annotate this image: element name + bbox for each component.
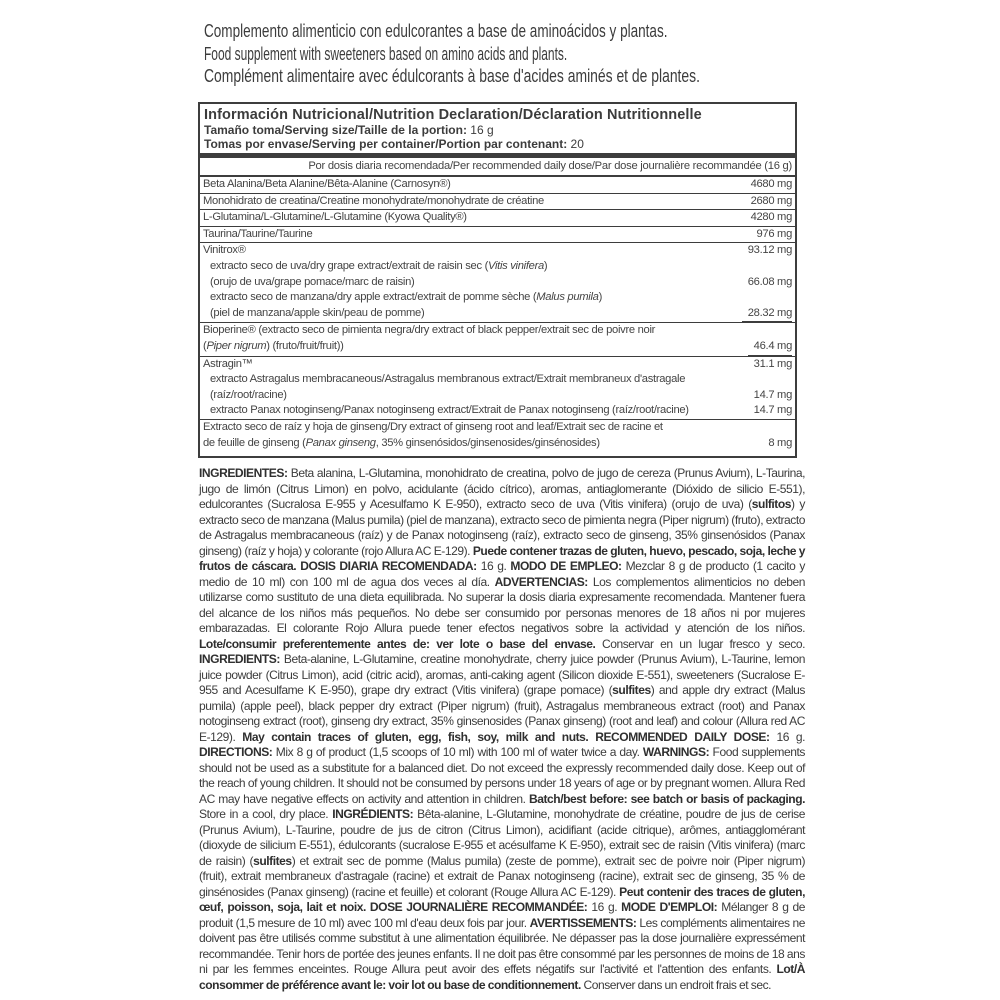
nutrient-name: Vinitrox® — [203, 244, 246, 257]
serving-size — [204, 123, 791, 137]
nutrient-line — [200, 388, 795, 404]
ingredients-segment: Los complementos alimenticios no deben utilizarse como sustituto de una dieta equilibrada. No superar la dosis diaria expresamente recomendada. Mantener fuera del alcance de los niños más pequeños. No debe ser consumido por personas menores de 18 años ni por mujeres embarazadas. El colorante Rojo Allura puede tener efectos negativos sobre la actividad y atención de los niños. — [199, 574, 805, 635]
nutrient-amount: 46.4 mg — [748, 339, 792, 356]
nutrient-amount: 976 mg — [756, 227, 792, 240]
description-french: Complément alimentaire avec édulcorants à base d'acides aminés et de plantes. — [204, 65, 700, 86]
ingredients-bold-segment: Lote/consumir preferentemente antes de: ver lote o base del envase. — [199, 636, 596, 651]
ingredients-bold-segment: Lot/À consommer de préférence avant le: voir lot ou base de conditionnement. — [199, 962, 805, 992]
nutrition-panel — [198, 102, 797, 458]
nutrient-line — [200, 323, 795, 339]
ingredients-segment: Conservar en un lugar fresco y seco. — [595, 636, 805, 651]
nutrient-row — [200, 209, 795, 226]
nutrient-name: de feuille de ginseng (Panax ginseng, 35% ginsenósidos/ginsenosides/ginsénosides) — [203, 436, 600, 449]
nutrient-rows — [200, 177, 795, 451]
nutrition-panel-title: Información Nutricional/Nutrition Declaration/Déclaration Nutritionnelle — [204, 107, 702, 123]
nutrient-line — [200, 243, 795, 259]
ingredients-bold-segment: INGREDIENTES: — [199, 466, 288, 480]
ingredients-bold-segment: Batch/best before: see batch or basis of packaging. — [528, 791, 805, 806]
nutrient-name: L-Glutamina/L-Glutamine/L-Glutamine (Kyowa Quality®) — [203, 211, 467, 224]
nutrient-amount: 31.1 mg — [753, 357, 792, 370]
nutrient-line — [200, 227, 795, 243]
ingredients-segment: Store in a cool, dry place. — [199, 807, 333, 821]
ingredients-segment: Les compléments alimentaires ne doivent pas être utilisés comme substitut à une alimentation équilibrée. Ne dépasser pas la dose journalière expressément recommandée. Tenir hors de portée des jeunes enfants. Il ne doit pas être consommé par les personnes de moins de 18 ans ni par les femmes enceintes. Rouge Allura peut avoir des effets négatifs sur l'activité et l'attention des enfants. — [199, 915, 805, 976]
nutrient-amount: 2680 mg — [750, 194, 792, 207]
ingredients-segment: 16 g. — [769, 729, 805, 744]
ingredients-segment: Food supplements should not be used as a substitute for a balanced diet. Do not exceed the expressly recommended daily dose. Keep out of the reach of young children. It should not be consumed by persons under 18 years of age or by pregnant women. Allura Red AC may have negative effects on activity and attention in children. — [199, 745, 805, 806]
nutrient-name: Taurina/Taurine/Taurine — [203, 227, 313, 240]
nutrition-panel-header — [200, 104, 795, 151]
ingredients-bold-segment: ADVERTENCIAS: — [494, 574, 588, 589]
nutrient-amount: 14.7 mg — [753, 404, 792, 417]
nutrient-name: extracto seco de uva/dry grape extract/extrait de raisin sec (Vitis vinifera) — [210, 259, 548, 272]
nutrient-line — [200, 436, 795, 452]
servings-label: Tomas por envase/Serving per container/Portion par contenant: — [204, 137, 568, 151]
nutrient-name: (piel de manzana/apple skin/peau de pomme) — [210, 306, 425, 319]
nutrient-name: Beta Alanina/Beta Alanine/Bêta-Alanine (Carnosyn®) — [203, 178, 451, 190]
ingredients-text — [199, 466, 805, 993]
ingredients-bold-segment: WARNINGS: — [642, 745, 710, 759]
nutrient-name: Monohidrato de creatina/Creatine monohydrate/monohydrate de créatine — [203, 194, 544, 207]
ingredients-bold-segment: INGREDIENTS: — [199, 652, 280, 666]
ingredients-segment: Bêta-alanine, L-Glutamine, monohydrate de créatine, poudre de jus de cerise (Prunus Avium), L-Taurine, poudre de jus de citron (Citrus Limon), acidifiant (acide citrique), arômes, antiagglomérant (dioxyde de silicium E-551), édulcorants (sucralose E-955 et acésulfame K E-950), extrait sec de raisin (Vitis vinifera) (marc de raisin) ( — [199, 807, 805, 868]
nutrient-amount: 28.32 mg — [742, 306, 792, 323]
product-description — [204, 20, 994, 88]
ingredients-segment: Conserver dans un endroit frais et sec. — [580, 977, 772, 992]
ingredients-segment: Beta alanina, L-Glutamina, monohidrato de creatina, polvo de jugo de cereza (Prunus Avium), L-Taurina, jugo de limón (Citrus Limon) en polvo, acidulante (ácido cítrico), aromas, antiaglomerante (Dióxido de silicio E-551), edulcorantes (Sucralosa E-955 y Acesulfamo K E-950), extracto seco de uva (Vitis vinifera) (orujo de uva) ( — [199, 466, 805, 511]
nutrient-line — [200, 177, 795, 193]
ingredients-paragraph — [199, 466, 805, 993]
ingredients-bold-segment: AVERTISSEMENTS: — [529, 915, 637, 930]
dose-header: Por dosis diaria recomendada/Per recommended daily dose/Par dose journalière recommandée (16 g) — [308, 160, 792, 172]
nutrient-line — [200, 403, 795, 419]
description-spanish: Complemento alimenticio con edulcorantes a base de aminoácidos y plantas. — [204, 20, 668, 41]
serving-size-label: Tamaño toma/Serving size/Taille de la portion: — [204, 123, 467, 137]
ingredients-bold-segment: Puede contener trazas de gluten, huevo, pescado, soja, leche y frutos de cáscara. DOSIS DIARIA RECOMENDADA: — [199, 543, 805, 573]
ingredients-bold-segment: May contain traces of gluten, egg, fish, soy, milk and nuts. RECOMMENDED DAILY DOSE: — [242, 729, 770, 744]
nutrient-row — [200, 322, 795, 355]
nutrient-name: extracto Panax notoginseng/Panax notoginseng extract/Extrait de Panax notoginseng (raíz/root/racine) — [210, 404, 689, 417]
ingredients-segment: Mezclar 8 g de producto (1 cacito y medio de 10 ml) con 100 ml de agua dos veces al día. — [199, 559, 805, 589]
nutrient-name: extracto seco de manzana/dry apple extract/extrait de pomme sèche (Malus pumila) — [210, 291, 603, 304]
nutrient-amount: 93.12 mg — [747, 244, 792, 257]
nutrient-line — [200, 420, 795, 436]
nutrient-amount: 4680 mg — [750, 178, 792, 190]
ingredients-bold-segment: MODO DE EMPLEO: — [510, 559, 622, 573]
ingredients-segment: ) and apple dry extract (Malus pumila) (apple peel), black pepper dry extract (Piper nigrum) (fruit), Astragalus membraneous extract (root) and Panax notoginseng extract (root), ginseng dry extract, 35% ginsenosides (Panax ginseng) (root and leaf) and colour (Allura red AC E-129). — [199, 683, 805, 744]
nutrient-row — [200, 177, 795, 193]
nutrient-name: extracto Astragalus membracaneous/Astragalus membranous extract/Extrait membraneux d'astragale — [210, 373, 686, 386]
nutrient-row — [200, 242, 795, 322]
nutrient-amount: 4280 mg — [750, 211, 792, 224]
nutrient-line — [200, 306, 795, 323]
nutrient-row — [200, 356, 795, 419]
nutrient-line — [200, 290, 795, 306]
nutrient-row — [200, 419, 795, 451]
ingredients-bold-segment: Peut contenir des traces de gluten, œuf, poisson, soja, lait et noix. DOSE JOURNALIÈRE RECOMMANDÉE: — [199, 884, 805, 914]
ingredients-bold-segment: sulfitos — [751, 497, 792, 511]
description-english: Food supplement with sweeteners based on amino acids and plants. — [204, 42, 568, 64]
nutrient-amount: 14.7 mg — [753, 388, 792, 401]
ingredients-bold-segment: DIRECTIONS: — [199, 745, 273, 759]
nutrient-line — [200, 194, 795, 210]
nutrient-row — [200, 226, 795, 243]
nutrient-name: Bioperine® (extracto seco de pimienta negra/dry extract of black pepper/extrait sec de poivre noir — [203, 324, 656, 337]
ingredients-segment: Mix 8 g of product (1,5 scoops of 10 ml) with 100 ml of water twice a day. — [272, 745, 643, 759]
nutrient-line — [200, 357, 795, 373]
serving-size-value: 16 g — [470, 123, 494, 137]
nutrient-line — [200, 339, 795, 356]
ingredients-bold-segment: sulfites — [253, 853, 292, 868]
nutrient-name: (orujo de uva/grape pomace/marc de raisin) — [210, 275, 415, 288]
ingredients-bold-segment: INGRÉDIENTS: — [332, 807, 414, 821]
servings-per-container — [204, 137, 791, 151]
nutrient-row — [200, 193, 795, 210]
nutrient-line — [200, 259, 795, 275]
nutrient-line — [200, 210, 795, 226]
servings-value: 20 — [570, 137, 584, 151]
ingredients-segment: 16 g. — [476, 559, 511, 573]
nutrient-amount: 66.08 mg — [747, 275, 792, 288]
ingredients-bold-segment: MODE D'EMPLOI: — [621, 900, 718, 914]
nutrient-amount: 8 mg — [768, 436, 792, 449]
ingredients-segment: 16 g. — [587, 900, 622, 914]
nutrient-line — [200, 372, 795, 388]
ingredients-segment: Beta-alanine, L-Glutamine, creatine monohydrate, cherry juice powder (Prunus Avium), L-Taurine, lemon juice powder (Citrus Limon), acid (citric acid), aromas, anti-caking agent (Silicon dioxide E-551), sweeteners (Sucralose E-955 and Acesulfame K E-950), grape dry extract (Vitis vinifera) (grape pomace) ( — [199, 652, 805, 697]
nutrient-name: (raíz/root/racine) — [210, 388, 287, 401]
nutrient-line — [200, 275, 795, 291]
ingredients-segment: ) y extracto seco de manzana (Malus pumila) (piel de manzana), extracto seco de pimienta negra (Piper nigrum) (fruto), extracto de Astragalus membracaneous (raíz) y de Panax notoginseng (raíz), extracto seco de ginseng, 35% ginsenósidos (Panax ginseng) (raíz y hoja) y colorante (rojo Allura AC E-129). — [199, 497, 805, 558]
ingredients-bold-segment: sulfites — [612, 683, 651, 697]
ingredients-segment: Mélanger 8 g de produit (1,5 mesure de 10 ml) avec 100 ml d'eau deux fois par jour. — [199, 900, 805, 930]
nutrient-name: Extracto seco de raíz y hoja de ginseng/Dry extract of ginseng root and leaf/Extrait sec de racine et — [203, 420, 663, 433]
ingredients-segment: ) et extrait sec de pomme (Malus pumila) (zeste de pomme), extrait sec de poivre noir (Piper nigrum) (fruit), extrait membraneux d'astragale (racine) et extrait de Panax notoginseng (racine), extrait sec de ginseng, 35 % de ginsénosides (Panax ginseng) (racine et feuille) et colorant (Rouge Allura AC E-129). — [199, 853, 806, 899]
nutrient-name: (Piper nigrum) (fruto/fruit/fruit)) — [203, 339, 344, 352]
nutrient-name: Astragin™ — [203, 357, 253, 370]
